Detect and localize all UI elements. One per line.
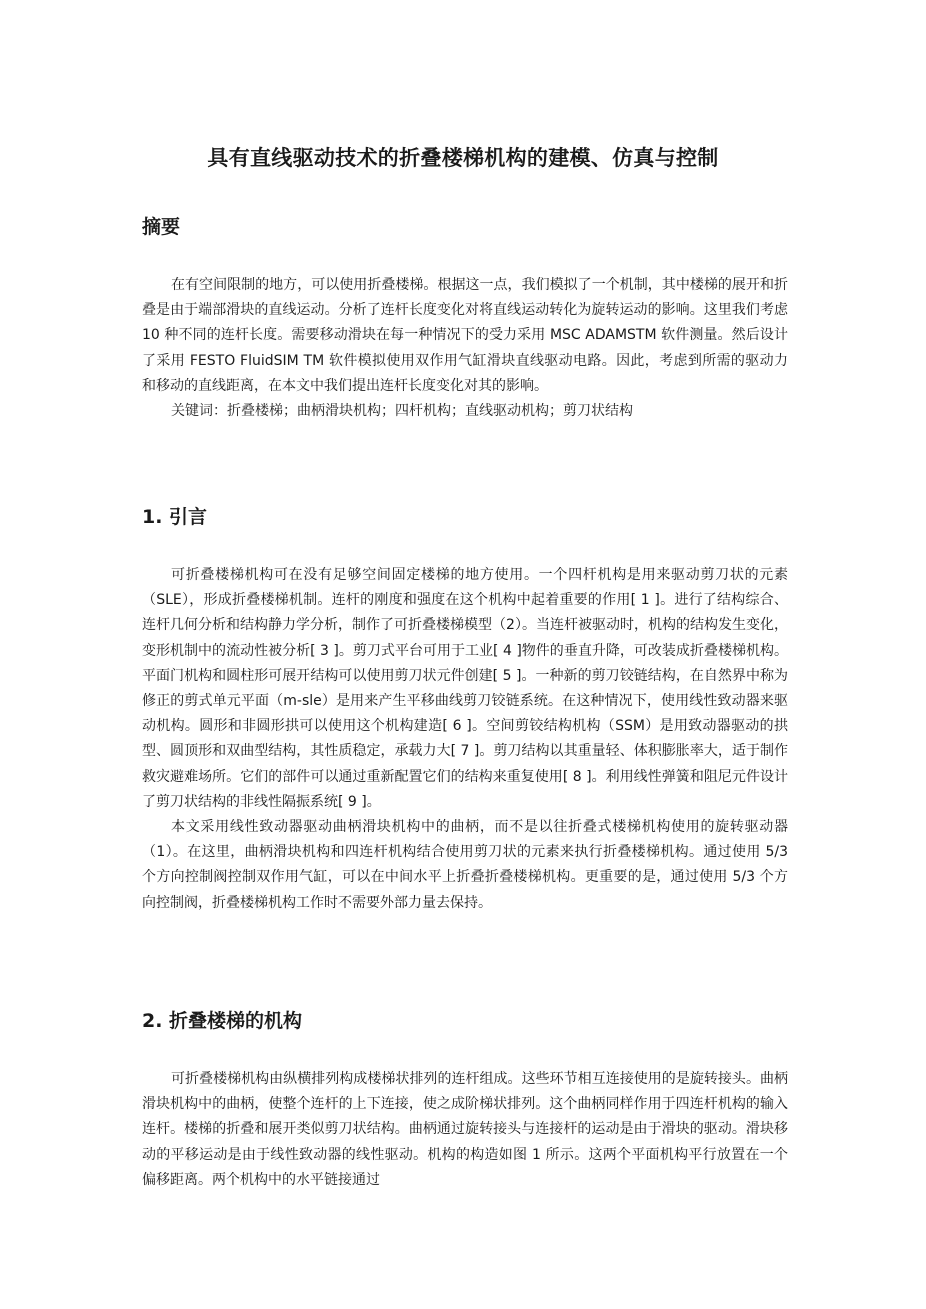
abstract-paragraph: 在有空间限制的地方，可以使用折叠楼梯。根据这一点，我们模拟了一个机制，其中楼梯的展开和折叠是由于端部滑块的直线运动。分析了连杆长度变化对将直线运动转化为旋转运动的影响。这里我们考虑 10 种不同的连杆长度。需要移动滑块在每一种情况下的受力采用 MSC ADAMSTM 软件测量。然后设计了采用 FESTO FluidSIM TM 软件模拟使用双作用气缸滑块直线驱动电路。因此，考虑到所需的驱动力和移动的直线距离，在本文中我们提出连杆长度变化对其的影响。 <box>142 277 788 394</box>
paper-title: 具有直线驱动技术的折叠楼梯机构的建模、仿真与控制 <box>207 146 719 170</box>
keywords-line: 关键词：折叠楼梯；曲柄滑块机构；四杆机构；直线驱动机构；剪刀状结构 <box>171 403 633 420</box>
section-1-paragraph-2: 本文采用线性致动器驱动曲柄滑块机构中的曲柄，而不是以往折叠式楼梯机构使用的旋转驱动器（1）。在这里，曲柄滑块机构和四连杆机构结合使用剪刀状的元素来执行折叠楼梯机构。通过使用 5/3 个方向控制阀控制双作用气缸，可以在中间水平上折叠折叠楼梯机构。更重要的是，通过使用 5/3 个方向控制阀，折叠楼梯机构工作时不需要外部力量去保持。 <box>142 819 788 911</box>
section-1-body <box>142 563 788 916</box>
abstract-body <box>142 273 788 424</box>
abstract-heading: 摘要 <box>142 216 181 238</box>
section-1-paragraph-1: 可折叠楼梯机构可在没有足够空间固定楼梯的地方使用。一个四杆机构是用来驱动剪刀状的元素（SLE），形成折叠楼梯机制。连杆的刚度和强度在这个机构中起着重要的作用[ 1 ]。进行了结构综合、连杆几何分析和结构静力学分析，制作了可折叠楼梯模型（2）。当连杆被驱动时，机构的结构发生变化，变形机制中的流动性被分析[ 3 ]。剪刀式平台可用于工业[ 4 ]物件的垂直升降，可改装成折叠楼梯机构。平面门机构和圆柱形可展开结构可以使用剪刀状元件创建[ 5 ]。一种新的剪刀铰链结构，在自然界中称为修正的剪式单元平面（m-sle）是用来产生平移曲线剪刀铰链系统。在这种情况下，使用线性致动器来驱动机构。圆形和非圆形拱可以使用这个机构建造[ 6 ]。空间剪铰结构机构（SSM）是用致动器驱动的拱型、圆顶形和双曲型结构，其性质稳定，承载力大[ 7 ]。剪刀结构以其重量轻、体积膨胀率大，适于制作救灾避难场所。它们的部件可以通过重新配置它们的结构来重复使用[ 8 ]。利用线性弹簧和阻尼元件设计了剪刀状结构的非线性隔振系统[ 9 ]。 <box>142 567 788 810</box>
section-2-body <box>142 1067 788 1193</box>
section-2-heading: 2. 折叠楼梯的机构 <box>142 1010 303 1032</box>
section-1-heading: 1. 引言 <box>142 506 208 528</box>
section-2-paragraph-1: 可折叠楼梯机构由纵横排列构成楼梯状排列的连杆组成。这些环节相互连接使用的是旋转接头。曲柄滑块机构中的曲柄，使整个连杆的上下连接，使之成阶梯状排列。这个曲柄同样作用于四连杆机构的输入连杆。楼梯的折叠和展开类似剪刀状结构。曲柄通过旋转接头与连接杆的运动是由于滑块的驱动。滑块移动的平移运动是由于线性致动器的线性驱动。机构的构造如图 1 所示。这两个平面机构平行放置在一个偏移距离。两个机构中的水平链接通过 <box>142 1071 788 1188</box>
